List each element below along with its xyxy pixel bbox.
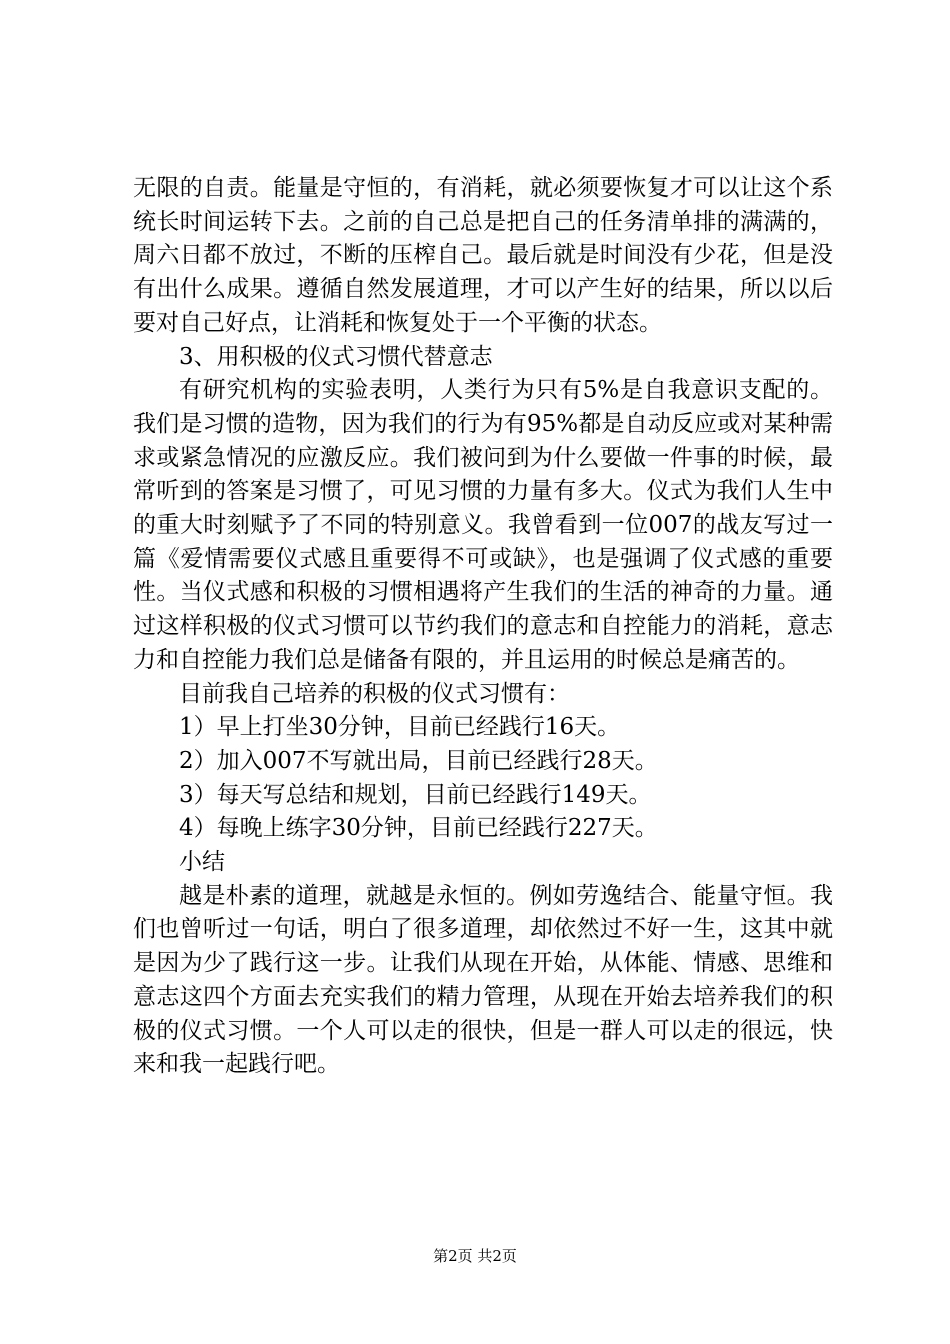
section-heading-ritual-habits: 3、用积极的仪式习惯代替意志 [179, 343, 493, 370]
paragraph-energy-balance: 无限的自责。能量是守恒的，有消耗，就必须要恢复才可以让这个系统长时间运转下去。之前的自己总是把自己的任务清单排的满满的，周六日都不放过，不断的压榨自己。最后就是时间没有少花，但是没有出什么成果。遵循自然发展道理，才可以产生好的结果，所以以后要对自己好点，让消耗和恢复处于一个平衡的状态。 [133, 175, 833, 336]
habit-list-item: 2）加入007不写就出局，目前已经践行28天。 [179, 747, 658, 774]
habit-list-item: 1）早上打坐30分钟，目前已经践行16天。 [179, 714, 621, 741]
paragraph-summary: 越是朴素的道理，就越是永恒的。例如劳逸结合、能量守恒。我们也曾听过一句话，明白了很多道理，却依然过不好一生，这其中就是因为少了践行这一步。让我们从现在开始，从体能、情感、思维和意志这四个方面去充实我们的精力管理，从现在开始去培养我们的积极的仪式习惯。一个人可以走的很快，但是一群人可以走的很远，快来和我一起践行吧。 [133, 882, 833, 1078]
habit-list-item: 4）每晚上练字30分钟，目前已经践行227天。 [179, 815, 658, 842]
habit-list-intro: 目前我自己培养的积极的仪式习惯有： [179, 680, 570, 707]
paragraph-habit-research: 有研究机构的实验表明，人类行为只有5%是自我意识支配的。我们是习惯的造物，因为我们的行为有95%都是自动反应或对某种需求或紧急情况的应激反应。我们被问到为什么要做一件事的时候，最常听到的答案是习惯了，可见习惯的力量有多大。仪式为我们人生中的重大时刻赋予了不同的特别意义。我曾看到一位007的战友写过一篇《爱情需要仪式感且重要得不可或缺》，也是强调了仪式感的重要性。当仪式感和积极的习惯相遇将产生我们的生活的神奇的力量。通过这样积极的仪式习惯可以节约我们的意志和自控能力的消耗，意志力和自控能力我们总是储备有限的，并且运用的时候总是痛苦的。 [133, 377, 833, 673]
page-number-footer: 第2页 共2页 [433, 1247, 517, 1265]
section-heading-summary: 小结 [179, 849, 225, 876]
habit-list-item: 3）每天写总结和规划，目前已经践行149天。 [179, 781, 652, 808]
document-body [133, 172, 833, 1082]
